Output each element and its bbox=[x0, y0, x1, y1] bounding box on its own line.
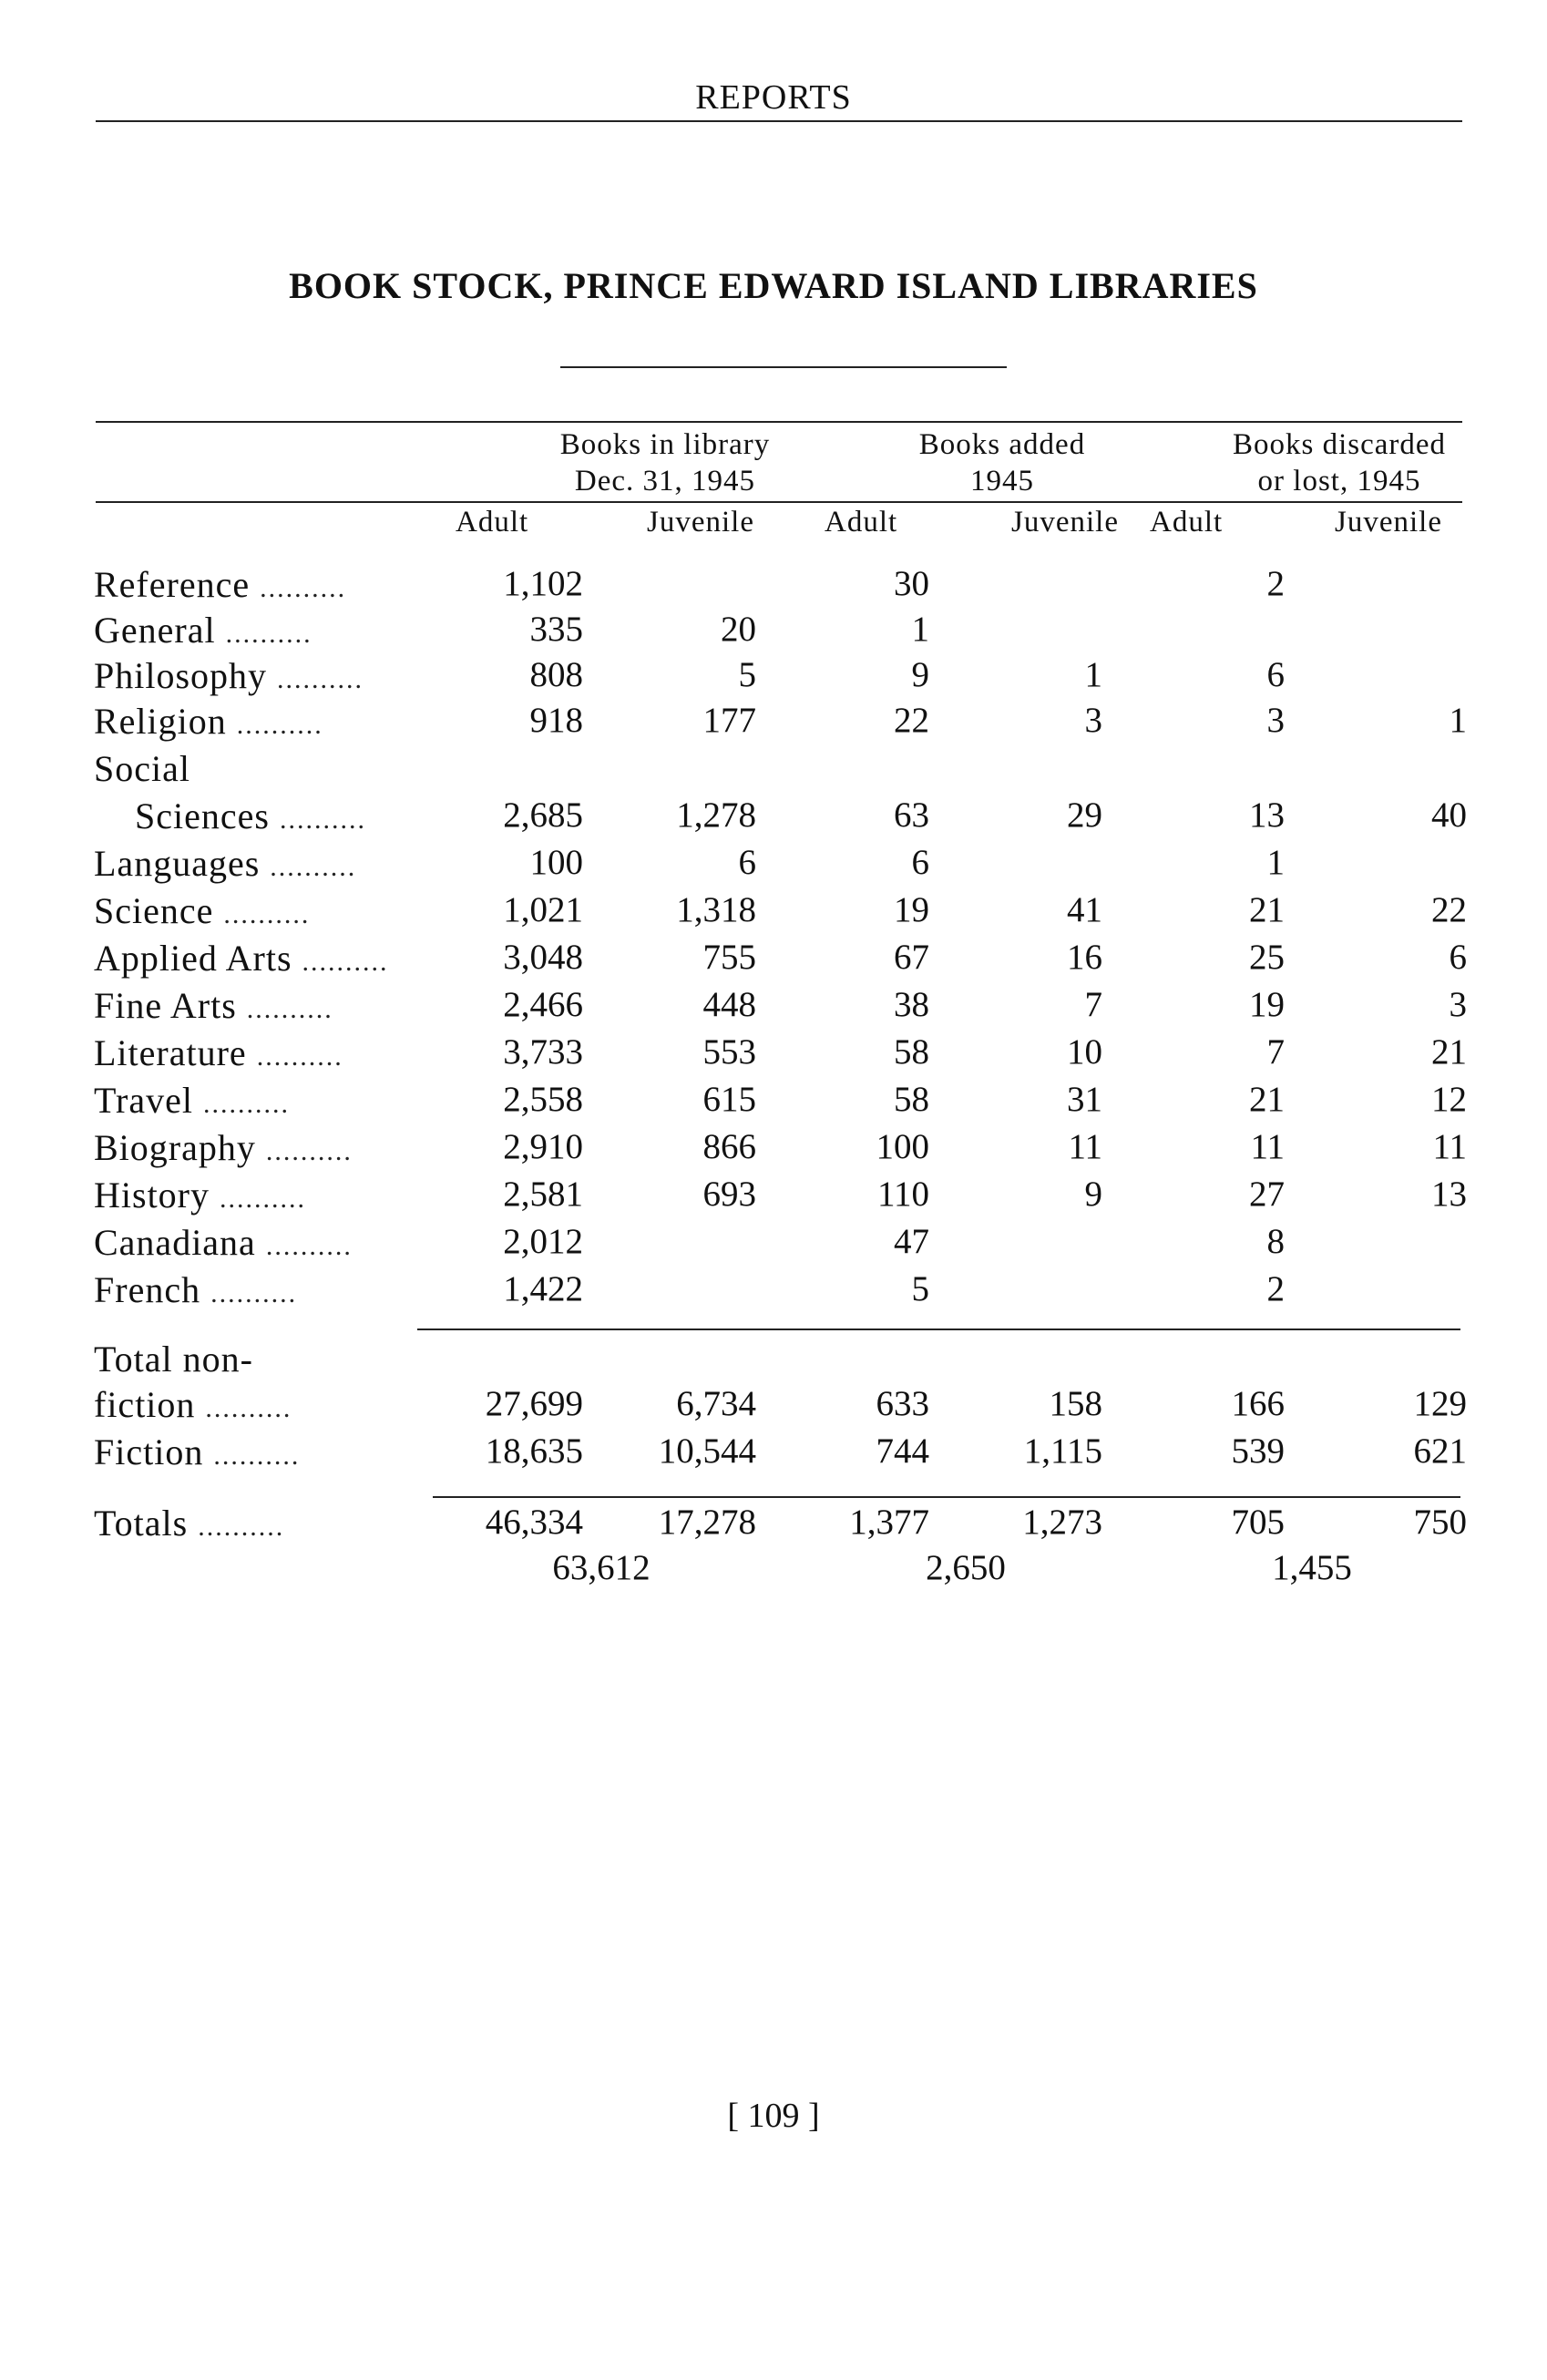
row-label: Social bbox=[94, 748, 190, 789]
cell-juvenile-added: 11 bbox=[1068, 1127, 1102, 1166]
cell-adult-stock: 18,635 bbox=[485, 1431, 583, 1471]
cell-adult-discarded: 13 bbox=[1249, 795, 1285, 835]
table-row bbox=[0, 842, 1547, 889]
cell-adult-discarded: 2 bbox=[1266, 1269, 1285, 1308]
cell-juvenile-added: 29 bbox=[1067, 795, 1102, 835]
cell-adult-added: 5 bbox=[911, 1269, 929, 1308]
cell-adult-discarded: 8 bbox=[1266, 1222, 1285, 1261]
cell-juvenile-discarded: 129 bbox=[1413, 1384, 1467, 1423]
cell-juvenile-stock: 448 bbox=[702, 985, 756, 1024]
cell-juvenile-discarded: 12 bbox=[1431, 1080, 1467, 1119]
totals-rule bbox=[433, 1496, 1460, 1498]
subheader-adult: Adult bbox=[1150, 506, 1224, 539]
column-group-line1: Books in library bbox=[559, 428, 771, 461]
cell-adult-discarded: 6 bbox=[1266, 655, 1285, 694]
table-row bbox=[0, 1174, 1547, 1221]
cell-juvenile-stock: 177 bbox=[702, 701, 756, 740]
cell-adult-added: 9 bbox=[911, 655, 929, 694]
row-label: Literature .......... bbox=[94, 1032, 343, 1073]
cell-adult-added: 6 bbox=[911, 843, 929, 882]
cell-adult-added: 1 bbox=[911, 610, 929, 649]
cell-adult-stock: 918 bbox=[529, 701, 583, 740]
grand-total-added: 2,650 bbox=[926, 1548, 1006, 1587]
row-label: Travel .......... bbox=[94, 1080, 290, 1121]
cell-adult-added: 67 bbox=[894, 938, 929, 977]
column-group-line1: Books discarded bbox=[1232, 428, 1447, 461]
cell-juvenile-added: 1 bbox=[1084, 655, 1102, 694]
subheader-juvenile: Juvenile bbox=[647, 506, 754, 539]
table-row bbox=[0, 1079, 1547, 1126]
row-label: Biography .......... bbox=[94, 1127, 353, 1168]
cell-adult-discarded: 3 bbox=[1266, 701, 1285, 740]
running-head-rule bbox=[96, 120, 1462, 122]
cell-juvenile-stock: 10,544 bbox=[658, 1431, 756, 1471]
cell-adult-added: 63 bbox=[894, 795, 929, 835]
cell-adult-added: 100 bbox=[876, 1127, 929, 1166]
cell-juvenile-stock: 6,734 bbox=[676, 1384, 756, 1423]
header-rule bbox=[96, 501, 1462, 503]
title-rule bbox=[560, 366, 1007, 368]
cell-adult-discarded: 705 bbox=[1231, 1503, 1285, 1542]
cell-juvenile-added: 41 bbox=[1067, 890, 1102, 929]
column-group-books-discarded bbox=[1184, 426, 1494, 499]
cell-juvenile-stock: 6 bbox=[738, 843, 756, 882]
cell-adult-stock: 335 bbox=[529, 610, 583, 649]
subheader-adult: Adult bbox=[456, 506, 529, 539]
table-row bbox=[0, 889, 1547, 937]
grand-total-discarded: 1,455 bbox=[1272, 1548, 1352, 1587]
totals-row bbox=[0, 1502, 1547, 1549]
cell-juvenile-added: 1,273 bbox=[1022, 1503, 1102, 1542]
row-label: Totals .......... bbox=[94, 1503, 285, 1544]
cell-adult-stock: 2,012 bbox=[503, 1222, 583, 1261]
page-title: BOOK STOCK, PRINCE EDWARD ISLAND LIBRARIES bbox=[289, 265, 1258, 306]
cell-juvenile-discarded: 1 bbox=[1449, 701, 1467, 740]
cell-juvenile-stock: 755 bbox=[702, 938, 756, 977]
table-row bbox=[0, 984, 1547, 1031]
cell-juvenile-discarded: 40 bbox=[1431, 795, 1467, 835]
row-label: fiction .......... bbox=[94, 1384, 292, 1425]
cell-juvenile-stock: 5 bbox=[738, 655, 756, 694]
row-label: Languages .......... bbox=[94, 843, 357, 884]
cell-juvenile-added: 3 bbox=[1084, 701, 1102, 740]
cell-adult-discarded: 2 bbox=[1266, 564, 1285, 603]
row-label: General .......... bbox=[94, 610, 312, 651]
cell-adult-stock: 2,685 bbox=[503, 795, 583, 835]
cell-juvenile-stock: 1,318 bbox=[676, 890, 756, 929]
column-group-line2: or lost, 1945 bbox=[1257, 465, 1421, 498]
table-row bbox=[0, 609, 1547, 656]
row-label: Sciences .......... bbox=[135, 795, 366, 836]
table-row bbox=[0, 937, 1547, 984]
cell-juvenile-added: 10 bbox=[1067, 1032, 1102, 1072]
cell-juvenile-added: 158 bbox=[1049, 1384, 1102, 1423]
row-label: Applied Arts .......... bbox=[94, 938, 389, 979]
cell-juvenile-added: 1,115 bbox=[1023, 1431, 1102, 1471]
cell-adult-discarded: 27 bbox=[1249, 1175, 1285, 1214]
cell-juvenile-added: 16 bbox=[1067, 938, 1102, 977]
cell-juvenile-stock: 20 bbox=[721, 610, 756, 649]
cell-juvenile-discarded: 750 bbox=[1413, 1503, 1467, 1542]
cell-adult-added: 744 bbox=[876, 1431, 929, 1471]
column-group-line1: Books added bbox=[918, 428, 1086, 461]
cell-juvenile-discarded: 11 bbox=[1432, 1127, 1467, 1166]
cell-juvenile-discarded: 6 bbox=[1449, 938, 1467, 977]
cell-adult-added: 38 bbox=[894, 985, 929, 1024]
cell-adult-discarded: 11 bbox=[1250, 1127, 1285, 1166]
table-row bbox=[0, 795, 1547, 842]
cell-adult-stock: 1,021 bbox=[503, 890, 583, 929]
cell-juvenile-stock: 17,278 bbox=[658, 1503, 756, 1542]
row-label: Religion .......... bbox=[94, 701, 323, 742]
cell-juvenile-discarded: 22 bbox=[1431, 890, 1467, 929]
cell-juvenile-added: 7 bbox=[1084, 985, 1102, 1024]
table-row bbox=[0, 654, 1547, 702]
subheader-juvenile: Juvenile bbox=[1335, 506, 1442, 539]
cell-adult-stock: 2,581 bbox=[503, 1175, 583, 1214]
table-row bbox=[0, 1383, 1547, 1431]
cell-adult-stock: 46,334 bbox=[485, 1503, 583, 1542]
table-row bbox=[0, 1126, 1547, 1174]
column-group-line2: 1945 bbox=[970, 465, 1034, 498]
row-label: French .......... bbox=[94, 1269, 298, 1310]
column-group-line2: Dec. 31, 1945 bbox=[574, 465, 756, 498]
cell-juvenile-discarded: 21 bbox=[1431, 1032, 1467, 1072]
grand-total-stock: 63,612 bbox=[552, 1548, 651, 1587]
cell-adult-stock: 2,466 bbox=[503, 985, 583, 1024]
table-row bbox=[0, 700, 1547, 747]
cell-adult-stock: 3,733 bbox=[503, 1032, 583, 1072]
cell-adult-added: 47 bbox=[894, 1222, 929, 1261]
cell-adult-stock: 1,102 bbox=[503, 564, 583, 603]
subheader-adult: Adult bbox=[825, 506, 898, 539]
row-label: History .......... bbox=[94, 1175, 306, 1216]
cell-juvenile-stock: 866 bbox=[702, 1127, 756, 1166]
table-row bbox=[0, 1268, 1547, 1316]
cell-adult-added: 19 bbox=[894, 890, 929, 929]
cell-adult-stock: 100 bbox=[529, 843, 583, 882]
subheader-juvenile: Juvenile bbox=[1011, 506, 1119, 539]
table-row bbox=[0, 747, 1547, 795]
cell-adult-discarded: 25 bbox=[1249, 938, 1285, 977]
cell-adult-discarded: 539 bbox=[1231, 1431, 1285, 1471]
row-label: Philosophy .......... bbox=[94, 655, 364, 696]
cell-adult-added: 22 bbox=[894, 701, 929, 740]
table-row bbox=[0, 563, 1547, 610]
cell-adult-stock: 2,910 bbox=[503, 1127, 583, 1166]
cell-adult-discarded: 7 bbox=[1266, 1032, 1285, 1072]
row-label: Science .......... bbox=[94, 890, 311, 931]
row-label: Canadiana .......... bbox=[94, 1222, 353, 1263]
cell-adult-stock: 3,048 bbox=[503, 938, 583, 977]
cell-adult-stock: 27,699 bbox=[485, 1384, 583, 1423]
page-number: [ 109 ] bbox=[727, 2097, 820, 2135]
table-row bbox=[0, 1221, 1547, 1268]
cell-juvenile-added: 9 bbox=[1084, 1175, 1102, 1214]
table-row bbox=[0, 1338, 1547, 1385]
cell-adult-stock: 808 bbox=[529, 655, 583, 694]
cell-juvenile-stock: 1,278 bbox=[676, 795, 756, 835]
table-row bbox=[0, 1431, 1547, 1478]
cell-adult-added: 30 bbox=[894, 564, 929, 603]
cell-adult-discarded: 166 bbox=[1231, 1384, 1285, 1423]
row-label: Total non- bbox=[94, 1339, 253, 1380]
cell-juvenile-discarded: 3 bbox=[1449, 985, 1467, 1024]
cell-adult-added: 58 bbox=[894, 1032, 929, 1072]
cell-juvenile-stock: 615 bbox=[702, 1080, 756, 1119]
cell-adult-discarded: 19 bbox=[1249, 985, 1285, 1024]
row-label: Reference .......... bbox=[94, 564, 347, 605]
cell-juvenile-discarded: 13 bbox=[1431, 1175, 1467, 1214]
column-group-books-added bbox=[838, 426, 1166, 499]
row-label: Fiction .......... bbox=[94, 1431, 301, 1472]
cell-adult-stock: 2,558 bbox=[503, 1080, 583, 1119]
column-group-books-in-library bbox=[474, 426, 856, 499]
subtotal-rule bbox=[417, 1328, 1460, 1330]
cell-adult-added: 1,377 bbox=[849, 1503, 929, 1542]
row-label: Fine Arts .......... bbox=[94, 985, 333, 1026]
cell-adult-discarded: 21 bbox=[1249, 890, 1285, 929]
cell-adult-discarded: 21 bbox=[1249, 1080, 1285, 1119]
cell-juvenile-discarded: 621 bbox=[1413, 1431, 1467, 1471]
cell-adult-added: 633 bbox=[876, 1384, 929, 1423]
table-row bbox=[0, 1031, 1547, 1079]
running-head: REPORTS bbox=[695, 78, 852, 117]
cell-juvenile-stock: 693 bbox=[702, 1175, 756, 1214]
cell-adult-discarded: 1 bbox=[1266, 843, 1285, 882]
cell-juvenile-stock: 553 bbox=[702, 1032, 756, 1072]
cell-adult-stock: 1,422 bbox=[503, 1269, 583, 1308]
cell-adult-added: 110 bbox=[876, 1175, 929, 1214]
cell-juvenile-added: 31 bbox=[1067, 1080, 1102, 1119]
cell-adult-added: 58 bbox=[894, 1080, 929, 1119]
table-top-rule bbox=[96, 421, 1462, 423]
